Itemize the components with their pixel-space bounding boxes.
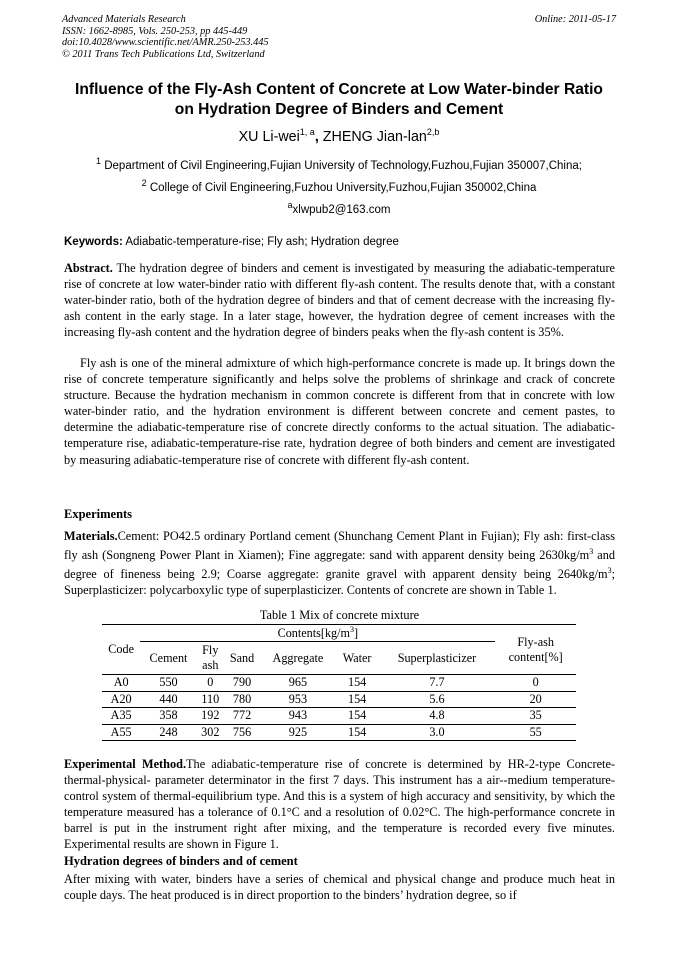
title-line-2: on Hydration Degree of Binders and Cement [174,100,504,118]
hydration-paragraph: After mixing with water, binders have a series of chemical and physical change and produce much heat in couple days. The heat produced is in direct proportion to the binders’ hydration degree, so if [64,872,615,903]
author-email [40,200,638,216]
cell-water: 154 [336,724,379,741]
email-text: xlwpub2@163.com [292,203,391,216]
cell-sp: 5.6 [379,691,496,708]
col-fly-line-1: Fly [202,643,219,658]
cell-sp: 4.8 [379,708,496,725]
affiliation-1 [40,156,638,172]
cell-sand: 756 [224,724,260,741]
email-sup: a [287,200,293,210]
paper-title [40,80,638,119]
experiments-heading: Experiments [64,507,133,521]
intro-paragraph: Fly ash is one of the mineral admixture of which high-performance concrete is made up. It brings down the rise of concrete temperature significantly and helps solve the problems of shrinkage and crack of concrete structure. Because the hydration mechanism in common concrete is different from that in concrete with low water-binder ratio, and the hydration environment is different between concrete and cement pastes, to determine the adiabatic-temperature rise of concrete directly conforms to the actual situation. The adiabatic-temperature rise, adiabatic-temperature-rise rate, hydration degree of both binders and cement are investigated by measuring adiabatic-temperature rise of concrete with different fly-ash content. [64,356,615,467]
cell-cement: 248 [140,724,196,741]
journal-name: Advanced Materials Research [62,14,186,25]
flyash-content-header [495,625,576,675]
author-1-sup: 1, a [299,127,315,137]
cell-fly: 0 [197,675,224,692]
author-separator: , [314,128,323,145]
abstract-label: Abstract. [64,261,113,275]
flyash-content-header-2: content[%] [508,649,563,664]
hydration-heading: Hydration degrees of binders and of cement [64,854,298,868]
materials-label: Materials. [64,529,118,543]
cell-cement: 440 [140,691,196,708]
cell-content: 55 [495,724,576,741]
method-text: The adiabatic-temperature rise of concrete is determined by HR-2-type Concrete-thermal-physical- parameter determinator in the first 7 days. This instrument has a air--medium temperature-control system of thermal-equilibrium type. And this is a system of high accuracy and sensitivity, by which the temperature measured has a tolerance of 0.1°C and a resolution of 0.02°C. The high-performance concrete in barrel is put in the instrument right after mixing, and the temperature is recorded every five minutes. Experimental results are shown in Figure 1. [64,757,616,852]
cell-fly: 110 [197,691,224,708]
code-header: Code [102,625,140,675]
col-fly-line-2: ash [202,658,219,673]
col-fly [197,642,224,675]
author-1-name: XU Li-wei [238,128,300,145]
affiliation-1-text: Department of Civil Engineering,Fujian University of Technology,Fuzhou,Fujian 350007,China; [101,159,582,172]
keywords [64,236,399,248]
keywords-text: Adiabatic-temperature-rise; Fly ash; Hydration degree [122,236,399,248]
flyash-content-header-1: Fly-ash [517,634,554,649]
col-cement: Cement [140,642,196,675]
cell-content: 20 [495,691,576,708]
col-superplasticizer: Superplasticizer [379,642,496,675]
author-line [40,127,638,145]
cell-aggregate: 965 [260,675,336,692]
cell-content: 0 [495,675,576,692]
copyright-line: © 2011 Trans Tech Publications Ltd, Switzerland [62,48,265,60]
author-2-name: ZHENG Jian-lan [322,128,427,145]
method-paragraph [64,756,615,853]
affiliation-2 [40,178,638,194]
col-water: Water [336,642,379,675]
cell-sp: 3.0 [379,724,496,741]
affiliation-1-sup: 1 [96,156,102,166]
cell-code: A35 [102,708,140,725]
affiliation-2-sup: 2 [141,178,147,188]
cell-sand: 772 [224,708,260,725]
doi-line: doi:10.4028/www.scientific.net/AMR.250-253.445 [62,37,269,49]
cell-fly: 302 [197,724,224,741]
contents-header [140,625,495,642]
cell-water: 154 [336,708,379,725]
abstract-text: The hydration degree of binders and cement is investigated by measuring the adiabatic-temperature rise of concrete at low water-binder ratio with different fly-ash content. The results denote that, with a constant water-binder ratio, both of the hydration degree of binders and that of cement decrease with the increasing fly-ash content in the early stage. In a later stage, however, the hydration degree of cement increases with the increasing fly-ash content and the hydration degree of binders peaks when the fly-ash content is 35%. [64,261,615,340]
cell-sand: 790 [224,675,260,692]
cell-code: A20 [102,691,140,708]
materials-text-3: ; Superplasticizer: polycarboxylic type of superplasticizer. Contents of concrete are shown in Table 1. [64,567,615,598]
cell-code: A55 [102,724,140,741]
cell-sand: 780 [224,691,260,708]
cell-aggregate: 953 [260,691,336,708]
table-row [102,708,576,725]
materials-text-1: Cement: PO42.5 ordinary Portland cement (Shunchang Cement Plant in Fujian); Fly ash: first-class fly ash (Songneng Power Plant in Xiamen); Fine aggregate: sand with apparent density being 2630kg/m [64,529,615,563]
cell-water: 154 [336,691,379,708]
method-label: Experimental Method. [64,757,187,771]
cell-sp: 7.7 [379,675,496,692]
table-row [102,724,576,741]
cell-fly: 192 [197,708,224,725]
abstract-paragraph [64,260,615,340]
materials-sup-1: 3 [589,547,594,557]
contents-header-sup: 3 [350,625,355,634]
cell-aggregate: 943 [260,708,336,725]
author-2-sup: 2,b [426,127,440,137]
table-row [102,675,576,692]
issn-line: ISSN: 1662-8985, Vols. 250-253, pp 445-449 [62,25,248,37]
cell-content: 35 [495,708,576,725]
title-line-1: Influence of the Fly-Ash Content of Concrete at Low Water-binder Ratio [75,81,603,98]
contents-header-text: Contents[kg/m [277,626,351,641]
materials-sup-2: 3 [607,566,612,576]
journal-header [62,14,269,60]
cell-code: A0 [102,675,140,692]
cell-cement: 358 [140,708,196,725]
online-date: Online: 2011-05-17 [534,14,616,25]
col-aggregate: Aggregate [260,642,336,675]
col-sand: Sand [224,642,260,675]
table-caption: Table 1 Mix of concrete mixture [259,608,420,622]
cell-cement: 550 [140,675,196,692]
cell-water: 154 [336,675,379,692]
mix-table [102,624,576,741]
materials-text-2: and degree of fineness being 2.9; Coarse aggregate: granite gravel with apparent density being 2640kg/m [64,548,615,582]
affiliation-2-text: College of Civil Engineering,Fuzhou University,Fuzhou,Fujian 350002,China [146,181,537,194]
table-row [102,691,576,708]
materials-paragraph [64,528,615,599]
contents-header-close: ] [354,626,359,641]
cell-aggregate: 925 [260,724,336,741]
keywords-label: Keywords: [64,236,123,248]
